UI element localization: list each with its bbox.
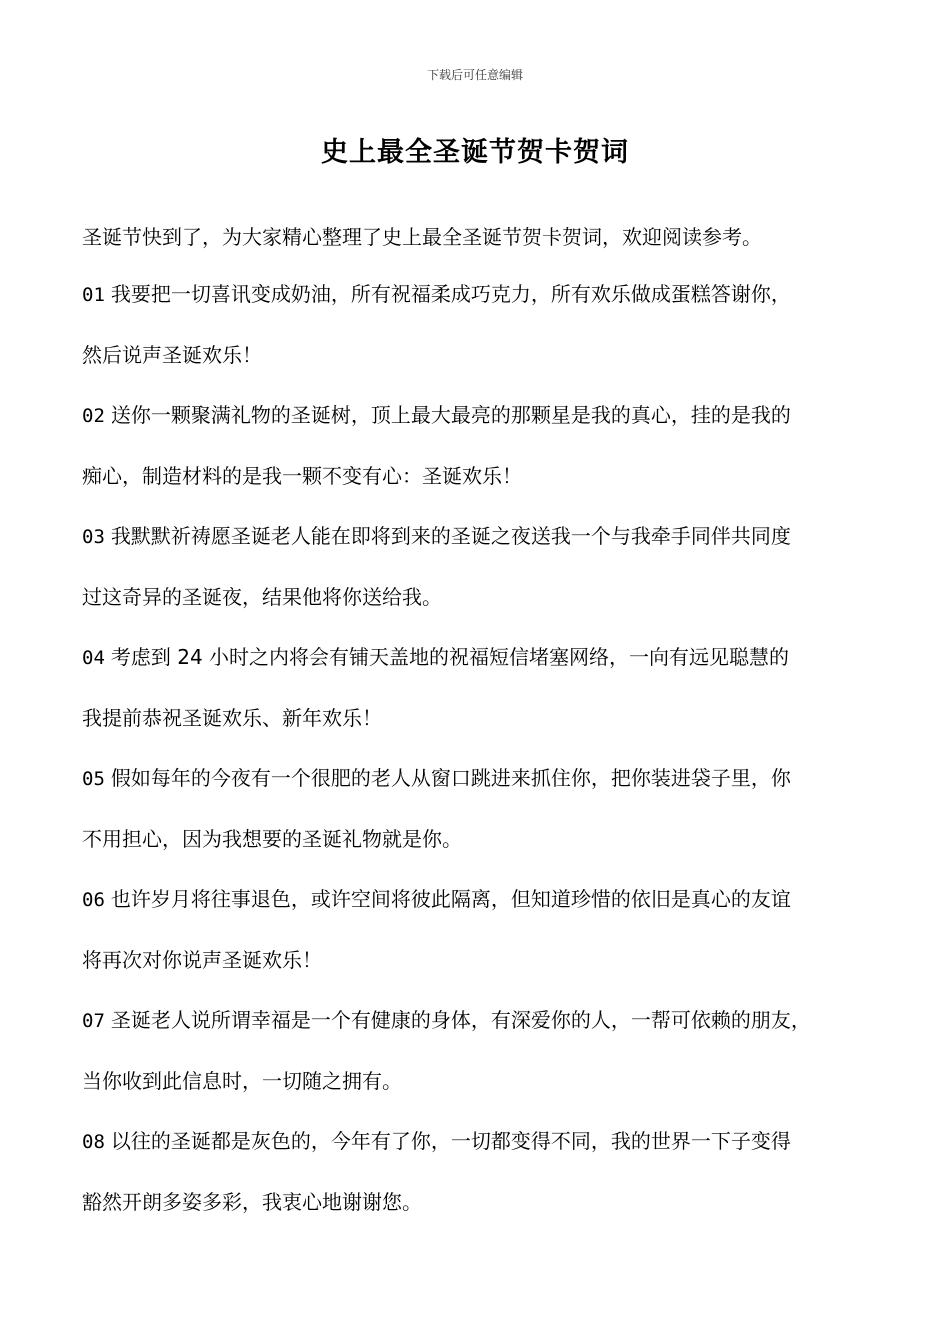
entry-line-continued: 我提前恭祝圣诞欢乐、新年欢乐！ bbox=[82, 706, 382, 730]
entry-text: 我要把一切喜讯变成奶油，所有祝福柔成巧克力，所有欢乐做成蛋糕答谢你， bbox=[110, 282, 791, 306]
document-body bbox=[82, 222, 882, 1247]
entry-line bbox=[82, 763, 882, 794]
entry-number: 06 bbox=[82, 889, 105, 911]
entry-line bbox=[82, 884, 882, 915]
header-note: 下载后可任意编辑 bbox=[426, 68, 523, 82]
greeting-entry-02 bbox=[82, 400, 882, 491]
greeting-entry-01 bbox=[82, 279, 882, 370]
entry-text: 我默默祈祷愿圣诞老人能在即将到来的圣诞之夜送我一个与我牵手同伴共同度 bbox=[110, 524, 791, 548]
entry-line-continued: 不用担心，因为我想要的圣诞礼物就是你。 bbox=[82, 827, 462, 851]
entry-number: 08 bbox=[82, 1131, 105, 1153]
greeting-entry-06 bbox=[82, 884, 882, 975]
entry-text: 假如每年的今夜有一个很肥的老人从窗口跳进来抓住你，把你装进袋子里，你 bbox=[110, 766, 791, 790]
entry-line bbox=[82, 1005, 882, 1036]
entry-text: 考虑到 24 小时之内将会有铺天盖地的祝福短信堵塞网络，一向有远见聪慧的 bbox=[110, 645, 790, 669]
entry-line-continued: 将再次对你说声圣诞欢乐！ bbox=[82, 948, 322, 972]
entry-line-continued: 豁然开朗多姿多彩，我衷心地谢谢您。 bbox=[82, 1190, 422, 1214]
entry-number: 03 bbox=[82, 526, 105, 548]
greeting-entry-04 bbox=[82, 642, 882, 733]
entry-number: 05 bbox=[82, 768, 105, 790]
entry-line-continued: 痴心，制造材料的是我一颗不变有心：圣诞欢乐！ bbox=[82, 464, 522, 488]
entry-number: 02 bbox=[82, 405, 105, 427]
entry-text: 也许岁月将往事退色，或许空间将彼此隔离，但知道珍惜的依旧是真心的友谊 bbox=[110, 887, 791, 911]
entry-text: 圣诞老人说所谓幸福是一个有健康的身体，有深爱你的人，一帮可依赖的朋友， bbox=[110, 1008, 811, 1032]
entry-text: 以往的圣诞都是灰色的，今年有了你，一切都变得不同，我的世界一下子变得 bbox=[110, 1129, 791, 1153]
entry-line-continued: 然后说声圣诞欢乐！ bbox=[82, 343, 262, 367]
entry-line-continued: 过这奇异的圣诞夜，结果他将你送给我。 bbox=[82, 585, 442, 609]
intro-paragraph: 圣诞节快到了，为大家精心整理了史上最全圣诞节贺卡贺词，欢迎阅读参考。 bbox=[82, 225, 762, 249]
greeting-entry-03 bbox=[82, 521, 882, 612]
entry-text: 送你一颗聚满礼物的圣诞树，顶上最大最亮的那颗星是我的真心，挂的是我的 bbox=[110, 403, 791, 427]
entry-line bbox=[82, 400, 882, 431]
page-title: 史上最全圣诞节贺卡贺词 bbox=[321, 137, 629, 168]
entry-number: 04 bbox=[82, 647, 105, 669]
entry-line-continued: 当你收到此信息时，一切随之拥有。 bbox=[82, 1069, 402, 1093]
greeting-entry-08 bbox=[82, 1126, 882, 1217]
entry-line bbox=[82, 1126, 882, 1157]
entry-line bbox=[82, 521, 882, 552]
entry-number: 01 bbox=[82, 284, 105, 306]
entry-line bbox=[82, 279, 882, 310]
greeting-entry-05 bbox=[82, 763, 882, 854]
greeting-entry-07 bbox=[82, 1005, 882, 1096]
entry-number: 07 bbox=[82, 1010, 105, 1032]
entry-line bbox=[82, 642, 882, 673]
